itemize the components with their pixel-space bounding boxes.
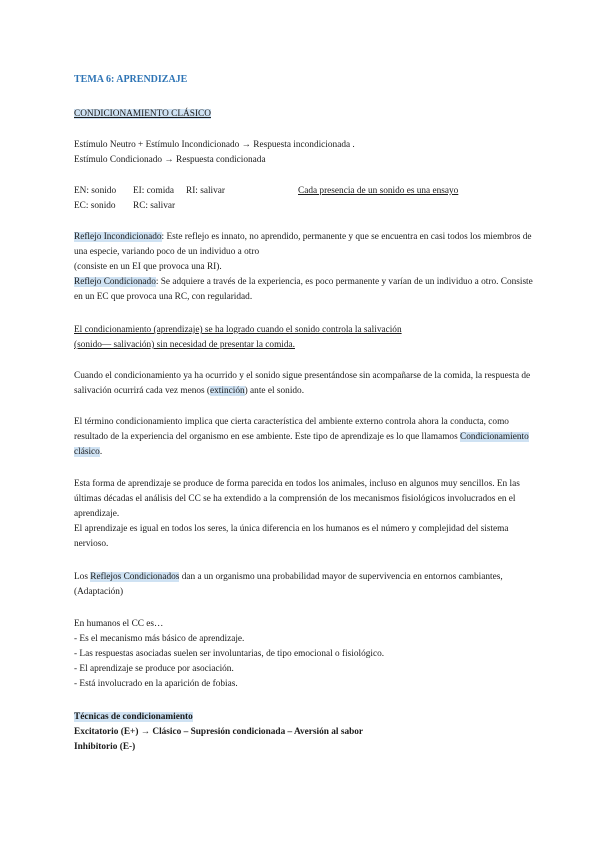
reflejos-pre: Los xyxy=(74,572,91,582)
section-heading xyxy=(74,107,534,122)
termino-pre: El término condicionamiento implica que cierta característica del ambiente externo controla ahora la conducta, como resultado de la experiencia del organismo en ese ambiente. Este tipo de aprendizaje es lo que llamamos xyxy=(74,417,509,442)
humanos-intro: En humanos el CC es… xyxy=(74,619,164,629)
reflejo-condicionado-term: Reflejo Condicionado xyxy=(74,277,156,287)
ensayo-note: Cada presencia de un sonido es una ensayo xyxy=(298,186,459,196)
reflejo-incondicionado-text: : Este reflejo es innato, no aprendido, permanente y que se encuentra en casi todos los miembros de una especie, variando poco de un individuo a otro xyxy=(74,232,532,257)
inhibitorio-line: Inhibitorio (E-) xyxy=(74,742,136,752)
definition-line: Estímulo Neutro + Estímulo Incondicionado → Respuesta incondicionada . xyxy=(74,140,355,150)
rc-label: RC: salivar xyxy=(133,201,176,211)
termino-highlight: Condicionamiento clásico xyxy=(74,432,529,457)
reflejo-condicionado-text: : Se adquiere a través de la experiencia, es poco permanente y varían de un individuo a otro. Consiste en un EC que provoca una RC, con regularidad. xyxy=(74,277,533,302)
reflejo-incondicionado xyxy=(74,230,534,305)
list-item: - Las respuestas asociadas suelen ser involuntarias, de tipo emocional o fisiológico. xyxy=(74,649,385,659)
section-heading-text: CONDICIONAMIENTO CLÁSICO xyxy=(74,109,211,119)
list-item: - Es el mecanismo más básico de aprendizaje. xyxy=(74,634,245,644)
extincion-term: extinción xyxy=(210,386,245,396)
reflejos-paragraph xyxy=(74,570,534,600)
list-item: - El aprendizaje se produce por asociación. xyxy=(74,664,234,674)
reflejos-highlight: Reflejos Condicionados xyxy=(90,572,180,582)
ec-label: EC: sonido xyxy=(74,201,116,211)
reflejo-incondicionado-term: Reflejo Incondicionado xyxy=(74,232,162,242)
tecnicas-section xyxy=(74,710,534,755)
list-item: - Está involucrado en la aparición de fobias. xyxy=(74,679,238,689)
forma-text-1: Esta forma de aprendizaje se produce de forma parecida en todos los animales, incluso en algunos muy sencillos. En las últimas décadas el análisis del CC se ha extendido a la comprensión de los mecanismos fisiológicos involucrados en el aprendizaje. xyxy=(74,479,520,519)
excitatorio-line: Excitatorio (E+) → Clásico – Supresión condicionada – Aversión al sabor xyxy=(74,727,364,737)
definition-line: Estímulo Condicionado → Respuesta condicionada xyxy=(74,155,266,165)
en-label: EN: sonido xyxy=(74,186,117,196)
extincion-post: ) ante el sonido. xyxy=(244,386,305,396)
reflejo-incondicionado-note: (consiste en un EI que provoca una RI). xyxy=(74,262,222,272)
termino-post: . xyxy=(99,447,103,457)
ri-label: RI: salivar xyxy=(186,186,225,196)
definitions xyxy=(74,138,534,168)
condicionamiento-logrado xyxy=(74,323,534,353)
forma-text-2: El aprendizaje es igual en todos los seres, la única diferencia en los humanos es el número y complejidad del sistema nervioso. xyxy=(74,524,509,549)
page-title: TEMA 6: APRENDIZAJE xyxy=(74,74,188,85)
condicionamiento-line-1: El condicionamiento (aprendizaje) se ha logrado cuando el sonido controla la salivación xyxy=(74,325,402,335)
humanos-section xyxy=(74,617,534,692)
termino-paragraph xyxy=(74,415,534,460)
forma-paragraph xyxy=(74,477,534,552)
ei-label: EI: comida xyxy=(133,186,175,196)
condicionamiento-line-2: (sonido— salivación) sin necesidad de presentar la comida. xyxy=(74,340,295,350)
extincion-paragraph xyxy=(74,369,534,399)
extincion-pre: Cuando el condicionamiento ya ha ocurrido y el sonido sigue presentándose sin acompañarse de la comida, la respuesta de salivación ocurrirá cada vez menos ( xyxy=(74,371,531,396)
reflejos-post: dan a un organismo una probabilidad mayor de supervivencia en entornos cambiantes, (Adaptación) xyxy=(74,572,503,597)
tecnicas-heading: Técnicas de condicionamiento xyxy=(74,712,193,722)
